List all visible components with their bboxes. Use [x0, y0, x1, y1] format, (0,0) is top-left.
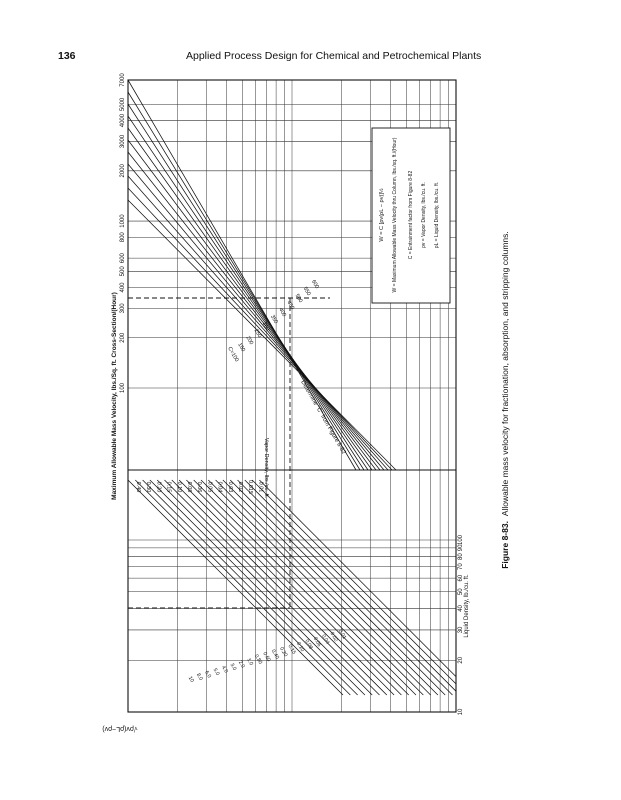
entrainment-factor-line — [128, 140, 376, 470]
entrainment-factor-line — [128, 176, 388, 470]
vapor-density-line-label: 5.0 — [211, 667, 221, 677]
figure-caption — [500, 231, 510, 569]
entrainment-factor-line-label: 300 — [260, 321, 271, 332]
entrainment-factor-line — [128, 164, 384, 470]
bottom-axis-tick-label: 100 — [458, 534, 464, 546]
entrainment-factor-line-label: 550 — [301, 286, 312, 297]
svg-text:Figure 8-83. Allowable m — [500, 231, 510, 569]
vapor-density-line-label: 0.20 — [278, 646, 289, 658]
top-axis-tick-label: 800 — [120, 232, 126, 243]
vapor-density-tick-label: 0.30 — [145, 481, 152, 493]
entrainment-factor-line-label: 250 — [252, 328, 263, 339]
bottom-axis-tick-label: 60 — [458, 574, 464, 582]
vapor-density-line — [128, 480, 343, 695]
top-axis-label: Maximum Allowable Mass Velocity, lbs./Sq. ft. Cross-Section/(Hour) — [111, 292, 118, 500]
vapor-density-tick-label: 0.05 — [206, 481, 213, 493]
vapor-density-line-label: 10 — [186, 675, 195, 684]
top-axis-tick-label: 100 — [120, 382, 126, 394]
vapor-density-line — [223, 480, 438, 695]
vapor-density-tick-label: 0.015 — [247, 480, 254, 494]
entrainment-factor-line-label: C=100 — [226, 346, 240, 363]
top-axis-tick-label: 7000 — [120, 73, 126, 87]
book-title: Applied Process Design for Chemical and Petrochemical Plants — [186, 50, 482, 62]
entrainment-factor-line-label: 200 — [244, 335, 255, 346]
entrainment-factor-line-label: 450 — [285, 300, 296, 311]
entrainment-factor-line-label: 150 — [236, 342, 246, 353]
vapor-density-line — [186, 480, 401, 695]
vapor-density-tick-label: 0.40 — [135, 481, 141, 493]
vapor-density-tick-label: 0.20 — [155, 481, 162, 493]
vapor-density-tick-label: 0.03 — [226, 481, 233, 493]
entrainment-factor-line — [128, 188, 392, 470]
vapor-density-line — [172, 480, 387, 695]
vapor-density-line-label: 4.0 — [220, 664, 229, 675]
top-axis-tick-label: 400 — [120, 282, 126, 293]
bottom-axis-tick-label: 90 — [458, 544, 464, 552]
vapor-density-line-label: 0.02 — [328, 631, 339, 643]
top-axis-tick-label: 600 — [120, 253, 126, 264]
vapor-density-line-label: 0.40 — [269, 648, 280, 661]
bottom-axis-tick-label: 30 — [458, 626, 464, 634]
vapor-density-tick-label: 0.08 — [186, 481, 192, 493]
vapor-density-tick-label: 0.04 — [216, 481, 223, 493]
top-axis-tick-label: 5000 — [120, 97, 126, 112]
bottom-axis-tick-label: 40 — [458, 605, 464, 612]
vapor-density-line-label: 3.0 — [228, 662, 238, 672]
caption-text: Allowable mass velocity for fractionation, absorption, and stripping columns. — [500, 231, 510, 517]
vapor-density-line-label: 0.60 — [261, 651, 272, 663]
legend-line-c: C = Entrainment factor from Figure 8-82 — [408, 170, 414, 260]
entrainment-factor-line-label: 400 — [277, 307, 287, 318]
bottom-axis-tick-label: 10 — [458, 708, 464, 716]
bottom-axis-label: Liquid Density, lb./cu. ft. — [464, 574, 470, 638]
vapor-density-line — [165, 480, 380, 695]
vapor-density-tick-label: 0.10 — [175, 481, 182, 493]
entrainment-factor-line — [128, 104, 364, 470]
vapor-density-tick-label: 0.01 — [257, 481, 264, 493]
legend-equation: W = C [ρv(ρL − ρv)]½ — [379, 188, 385, 242]
vapor-density-line — [179, 480, 394, 695]
vapor-density-line-label: 0.04 — [320, 633, 331, 646]
bottom-axis-tick-label: 50 — [458, 588, 464, 596]
vapor-density-line-label: 6.0 — [203, 669, 213, 680]
legend-line-w: W = Maximum Allowable Mass Velocity thru Column, lbs./sq. ft./(Hour) — [392, 137, 398, 293]
vapor-density-line — [238, 480, 453, 695]
entrainment-factor-line — [128, 92, 360, 470]
entrainment-factor-line-label: 350 — [269, 314, 279, 325]
vapor-density-line-label: 0.06 — [311, 636, 322, 648]
vapor-density-tick-label: 0.02 — [237, 481, 243, 493]
entrainment-factor-line — [128, 116, 368, 470]
legend-line-pv: ρv = Vapor Density, lbs./cu. ft. — [421, 182, 427, 248]
entrainment-factor-line — [128, 128, 372, 470]
vapor-density-line — [157, 480, 372, 695]
top-axis-tick-label: 200 — [120, 332, 126, 343]
page-number: 136 — [58, 50, 76, 62]
vapor-density-line-label: 0.10 — [294, 641, 306, 653]
vapor-density-line-label: 2.0 — [236, 659, 246, 670]
vapor-density-tick-label: 0.15 — [165, 481, 172, 493]
entrainment-factor-line-label: 500 — [293, 293, 304, 304]
top-axis-tick-label: 500 — [120, 266, 126, 277]
vapor-density-line-label: 0.15 — [286, 643, 297, 656]
bottom-axis-tick-label: 80 — [458, 553, 464, 561]
top-axis-tick-label: 4000 — [120, 113, 126, 128]
vapor-density-line-label: 0.08 — [303, 638, 314, 651]
top-axis-tick-label: 3000 — [120, 134, 126, 149]
vapor-density-line-label: 0.80 — [252, 653, 264, 666]
entrainment-factor-line — [128, 152, 380, 470]
vapor-density-line-label: 0.01 — [336, 628, 348, 641]
entrainment-factor-line-label: 600 — [310, 279, 320, 290]
guide-note: Determine "C" from Figure 8-82 — [299, 379, 347, 456]
top-axis-tick-label: 300 — [120, 303, 126, 314]
vapor-density-scale-label: Vapor Density, lbs./cu. ft. — [263, 437, 269, 499]
vapor-density-line — [194, 480, 409, 695]
caption-label: Figure 8-83. — [500, 521, 510, 569]
vapor-density-line-label: 1.0 — [245, 657, 255, 667]
vapor-density-tick-label: 0.06 — [196, 481, 203, 493]
bottom-axis-tick-label: 20 — [458, 656, 464, 664]
top-axis-tick-label: 2000 — [120, 164, 126, 178]
left-axis-label: √ρv(ρL−ρv) — [102, 725, 138, 732]
vapor-density-line — [245, 480, 456, 691]
legend-line-pl: ρL = Liquid Density, lbs./cu. ft. — [434, 181, 440, 249]
vapor-density-line-label: 8.0 — [194, 672, 204, 682]
bottom-axis-tick-label: 70 — [458, 563, 464, 570]
top-axis-tick-label: 1000 — [120, 214, 126, 228]
